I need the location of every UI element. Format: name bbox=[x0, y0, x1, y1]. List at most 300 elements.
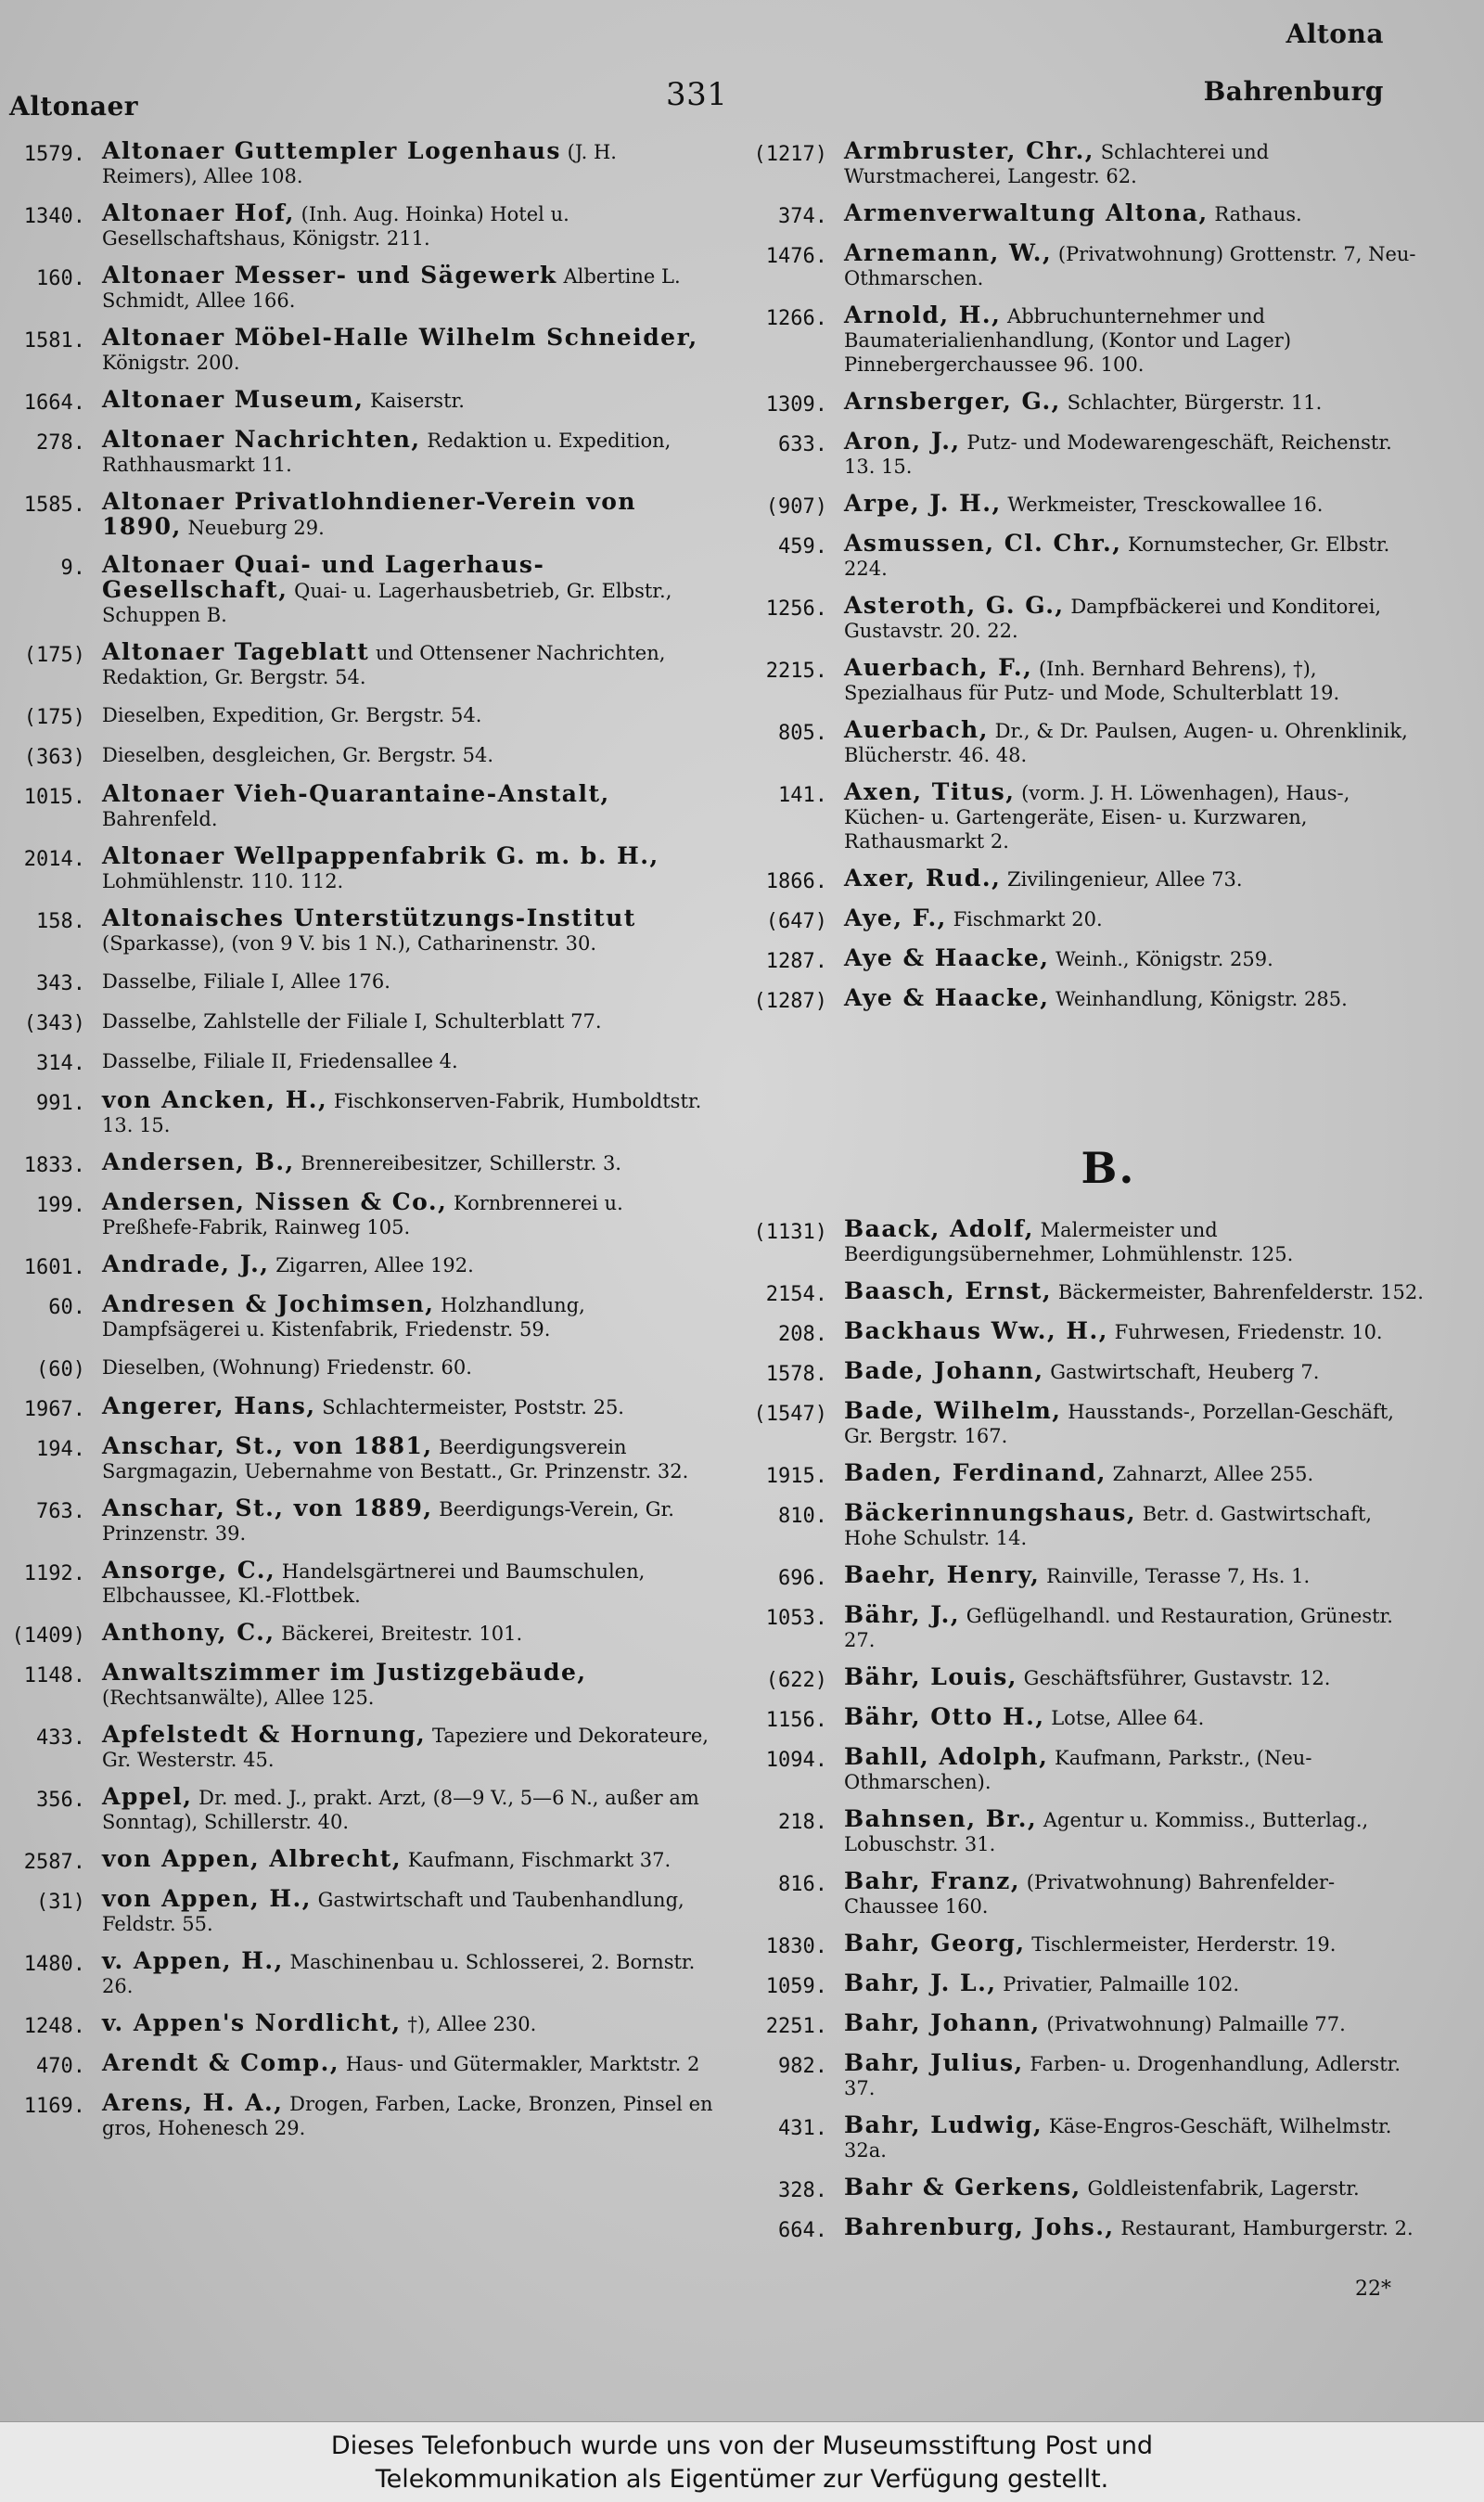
entry-text bbox=[85, 263, 714, 313]
directory-entry bbox=[723, 2175, 1428, 2202]
entry-name: v. Appen, H., bbox=[102, 1947, 284, 1974]
entry-details: Dieselben, desgleichen, Gr. Bergstr. 54. bbox=[102, 744, 494, 766]
entry-details: Holzhandlung, Dampfsägerei u. Kistenfabrik, Friedenstr. 59. bbox=[102, 1294, 585, 1341]
entry-number: 218. bbox=[778, 1811, 827, 1834]
entry-details: Gastwirtschaft und Taubenhandlung, Feldstr. 55. bbox=[102, 1889, 684, 1935]
directory-entry bbox=[0, 1008, 714, 1035]
entry-name: Bahr, Franz, bbox=[844, 1867, 1021, 1894]
footer-notice bbox=[0, 2421, 1484, 2502]
entry-name: Anthony, C., bbox=[102, 1619, 275, 1646]
entry-name: Apfelstedt & Hornung, bbox=[102, 1721, 427, 1748]
entry-text bbox=[85, 388, 714, 413]
right-column-b-entries bbox=[723, 1217, 1428, 2242]
entry-number: 1309. bbox=[765, 393, 827, 417]
entry-number: 356. bbox=[36, 1789, 85, 1812]
entry-number: 194. bbox=[36, 1438, 85, 1461]
entry-number: 1287. bbox=[765, 950, 827, 973]
entry-details: (vorm. J. H. Löwenhagen), Haus-, Küchen- u. Gartengeräte, Eisen- u. Kurzwaren, Rathausmarkt 2. bbox=[844, 782, 1350, 853]
entry-number: (647) bbox=[765, 910, 827, 933]
header-right-bottom: Bahrenburg bbox=[1203, 76, 1384, 107]
directory-entry bbox=[0, 1723, 714, 1772]
directory-entry bbox=[0, 139, 714, 188]
entry-details: Privatier, Palmaille 102. bbox=[1003, 1973, 1240, 1995]
entry-text bbox=[827, 390, 1428, 415]
entry-number: 1967. bbox=[23, 1398, 85, 1421]
entry-text bbox=[85, 1048, 714, 1073]
entry-name: Ansorge, C., bbox=[102, 1557, 276, 1584]
entry-number: 1578. bbox=[765, 1363, 827, 1386]
entry-number: 2215. bbox=[765, 660, 827, 683]
entry-details: Drogen, Farben, Lacke, Bronzen, Pinsel en gros, Hohenesch 29. bbox=[102, 2093, 713, 2139]
entry-text bbox=[827, 1603, 1428, 1652]
entry-details: Maschinenbau u. Schlosserei, 2. Bornstr. 26. bbox=[102, 1951, 696, 1997]
directory-entry bbox=[723, 780, 1428, 853]
entry-name: Bahr, J. L., bbox=[844, 1970, 997, 1996]
entry-name: Altonaer Messer- und Sägewerk bbox=[102, 262, 557, 289]
entry-name: Auerbach, bbox=[844, 716, 989, 743]
entry-text bbox=[827, 1319, 1428, 1344]
directory-entry bbox=[0, 1394, 714, 1421]
entry-number: 1601. bbox=[23, 1256, 85, 1279]
footer-line-1: Dieses Telefonbuch wurde uns von der Museumsstiftung Post und bbox=[330, 2431, 1154, 2460]
entry-details: Quai- u. Lagerhausbetrieb, Gr. Elbstr., Schuppen B. bbox=[102, 580, 672, 626]
entry-text bbox=[85, 844, 714, 893]
entry-text bbox=[827, 1665, 1428, 1690]
page-number: 331 bbox=[666, 76, 728, 113]
entry-details: Zigarren, Allee 192. bbox=[275, 1254, 474, 1277]
entry-text bbox=[827, 2113, 1428, 2162]
directory-entry bbox=[0, 490, 714, 540]
entry-text bbox=[827, 139, 1428, 188]
directory-entry bbox=[723, 532, 1428, 581]
entry-number: 328. bbox=[778, 2179, 827, 2202]
entry-name: Altonaer Museum, bbox=[102, 386, 365, 413]
entry-text bbox=[827, 1971, 1428, 1996]
entry-number: (175) bbox=[23, 706, 85, 729]
entry-number: 1015. bbox=[23, 786, 85, 809]
footer-line-2: Telekommunikation als Eigentümer zur Verfügung gestellt. bbox=[375, 2465, 1109, 2494]
entry-number: 2251. bbox=[765, 2015, 827, 2038]
entry-number: (60) bbox=[36, 1358, 85, 1381]
entry-name: Altonaer Guttempler Logenhaus bbox=[102, 137, 561, 164]
entry-details: Goldleistenfabrik, Lagerstr. bbox=[1087, 2177, 1360, 2200]
entry-name: Baack, Adolf, bbox=[844, 1215, 1034, 1242]
directory-entry bbox=[723, 2011, 1428, 2038]
directory-entry bbox=[0, 326, 714, 375]
entry-details: (Privatwohnung) Grottenstr. 7, Neu-Othmarschen. bbox=[844, 243, 1416, 289]
entry-details: Hausstands-, Porzellan-Geschäft, Gr. Bergstr. 167. bbox=[844, 1401, 1394, 1447]
entry-text bbox=[85, 1150, 714, 1175]
entry-number: 60. bbox=[48, 1296, 85, 1319]
entry-details: †), Allee 230. bbox=[407, 2013, 537, 2035]
directory-entry bbox=[0, 428, 714, 477]
directory-entry bbox=[0, 1434, 714, 1483]
entry-number: 160. bbox=[36, 267, 85, 290]
entry-number: 1476. bbox=[765, 245, 827, 268]
entry-name: Auerbach, F., bbox=[844, 654, 1033, 681]
entry-number: 2014. bbox=[23, 848, 85, 871]
directory-entry bbox=[0, 1292, 714, 1341]
entry-number: 1094. bbox=[765, 1749, 827, 1772]
entry-details: Geflügelhandl. und Restauration, Grünestr. 27. bbox=[844, 1605, 1393, 1651]
entry-details: Abbruchunternehmer und Baumaterialienhandlung, (Kontor und Lager) Pinnebergerchaussee 96. 100. bbox=[844, 305, 1292, 376]
entry-number: 1579. bbox=[23, 143, 85, 166]
entry-text bbox=[827, 2011, 1428, 2036]
entry-text bbox=[827, 201, 1428, 226]
directory-entry bbox=[0, 1887, 714, 1936]
entry-details: Kaiserstr. bbox=[370, 390, 465, 412]
entry-number: 696. bbox=[778, 1567, 827, 1590]
entry-details: Käse-Engros-Geschäft, Wilhelmstr. 32a. bbox=[844, 2115, 1392, 2162]
directory-entry bbox=[723, 1971, 1428, 1998]
directory-entry bbox=[0, 1150, 714, 1177]
entry-details: Malermeister und Beerdigungsübernehmer, Lohmühlenstr. 125. bbox=[844, 1219, 1294, 1265]
entry-details: Weinh., Königstr. 259. bbox=[1055, 948, 1273, 970]
entry-details: Dr., & Dr. Paulsen, Augen- u. Ohrenklinik, Blücherstr. 46. 48. bbox=[844, 720, 1408, 766]
entry-details: Bäckerei, Breitestr. 101. bbox=[281, 1623, 523, 1645]
entry-name: Arendt & Comp., bbox=[102, 2049, 340, 2076]
entry-number: 982. bbox=[778, 2055, 827, 2078]
entry-name: Andersen, B., bbox=[102, 1148, 295, 1175]
entry-number: 208. bbox=[778, 1323, 827, 1346]
entry-number: 470. bbox=[36, 2055, 85, 2078]
entry-details: Bahrenfeld. bbox=[102, 808, 218, 830]
directory-entry bbox=[0, 1559, 714, 1608]
entry-text bbox=[85, 553, 714, 627]
directory-entry bbox=[0, 1496, 714, 1546]
entry-number: 2587. bbox=[23, 1851, 85, 1874]
entry-text bbox=[85, 640, 714, 689]
entry-text bbox=[85, 1559, 714, 1608]
entry-details: Gastwirtschaft, Heuberg 7. bbox=[1050, 1361, 1320, 1383]
directory-entry bbox=[723, 492, 1428, 519]
entry-name: Anschar, St., von 1889, bbox=[102, 1495, 433, 1521]
entry-name: Bahnsen, Br., bbox=[844, 1805, 1038, 1832]
entry-number: 1340. bbox=[23, 205, 85, 228]
entry-name: Aye, F., bbox=[844, 905, 947, 931]
entry-details: Rathaus. bbox=[1214, 203, 1302, 225]
entry-name: Arnold, H., bbox=[844, 302, 1002, 328]
entry-name: Arnsberger, G., bbox=[844, 388, 1061, 415]
entry-details: Königstr. 200. bbox=[102, 352, 240, 374]
entry-name: von Ancken, H., bbox=[102, 1086, 328, 1113]
entry-text bbox=[85, 2051, 714, 2076]
entry-details: (Sparkasse), (von 9 V. bis 1 N.), Catharinenstr. 30. bbox=[102, 932, 597, 955]
entry-text bbox=[827, 718, 1428, 767]
entry-number: 1156. bbox=[765, 1709, 827, 1732]
entry-name: Andrade, J., bbox=[102, 1251, 270, 1277]
entry-details: Werkmeister, Tresckowallee 16. bbox=[1007, 494, 1324, 516]
entry-text bbox=[827, 241, 1428, 290]
entry-number: (175) bbox=[23, 644, 85, 667]
directory-entry bbox=[0, 2011, 714, 2038]
entry-number: 9. bbox=[60, 557, 85, 580]
entry-details: Brennereibesitzer, Schillerstr. 3. bbox=[301, 1152, 621, 1174]
entry-text bbox=[827, 1501, 1428, 1550]
entry-number: 1866. bbox=[765, 870, 827, 893]
entry-name: von Appen, H., bbox=[102, 1885, 312, 1912]
entry-details: (J. H. Reimers), Allee 108. bbox=[102, 141, 617, 187]
entry-number: 1915. bbox=[765, 1465, 827, 1488]
entry-details: und Ottensener Nachrichten, Redaktion, Gr. Bergstr. 54. bbox=[102, 642, 666, 688]
directory-entry bbox=[723, 1705, 1428, 1732]
directory-entry bbox=[723, 986, 1428, 1013]
entry-text bbox=[827, 1461, 1428, 1486]
entry-name: Aye & Haacke, bbox=[844, 944, 1050, 971]
entry-details: Tischlermeister, Herderstr. 19. bbox=[1031, 1933, 1337, 1956]
entry-number: (1547) bbox=[753, 1403, 827, 1426]
entry-text bbox=[827, 906, 1428, 931]
entry-text bbox=[85, 2091, 714, 2140]
entry-details: Albertine L. Schmidt, Allee 166. bbox=[102, 265, 681, 312]
directory-entry bbox=[723, 390, 1428, 417]
directory-entry bbox=[723, 1399, 1428, 1448]
entry-name: Armbruster, Chr., bbox=[844, 137, 1094, 164]
entry-text bbox=[85, 2011, 714, 2036]
entry-number: 810. bbox=[778, 1505, 827, 1528]
entry-number: 1192. bbox=[23, 1562, 85, 1585]
right-column bbox=[723, 139, 1428, 2255]
entry-number: 1248. bbox=[23, 2015, 85, 2038]
entry-details: Farben- u. Drogenhandlung, Adlerstr. 37. bbox=[844, 2053, 1401, 2099]
directory-entry bbox=[723, 946, 1428, 973]
entry-name: Bahrenburg, Johs., bbox=[844, 2213, 1115, 2240]
entry-number: (1409) bbox=[11, 1624, 85, 1648]
entry-name: Angerer, Hans, bbox=[102, 1392, 316, 1419]
entry-number: 805. bbox=[778, 722, 827, 745]
entry-name: Bahr & Gerkens, bbox=[844, 2174, 1081, 2200]
entry-name: Bähr, J., bbox=[844, 1601, 961, 1628]
entry-details: Dr. med. J., prakt. Arzt, (8—9 V., 5—6 N., außer am Sonntag), Schillerstr. 40. bbox=[102, 1787, 699, 1833]
entry-name: Altonaer Quai- und Lagerhaus-Gesellschaft, bbox=[102, 551, 545, 603]
entry-name: Backhaus Ww., H., bbox=[844, 1317, 1108, 1344]
directory-entry bbox=[0, 844, 714, 893]
directory-entry bbox=[0, 201, 714, 250]
entry-number: (1217) bbox=[753, 143, 827, 166]
directory-entry bbox=[723, 1563, 1428, 1590]
entry-text bbox=[85, 1088, 714, 1137]
entry-text bbox=[827, 986, 1428, 1011]
directory-entry bbox=[0, 263, 714, 313]
directory-entry bbox=[723, 2051, 1428, 2100]
entry-text bbox=[85, 326, 714, 375]
entry-name: Altonaer Hof, bbox=[102, 199, 295, 226]
entry-text bbox=[827, 946, 1428, 971]
entry-text bbox=[85, 1252, 714, 1277]
entry-number: 141. bbox=[778, 784, 827, 807]
entry-text bbox=[827, 1279, 1428, 1304]
directory-entry bbox=[0, 1785, 714, 1834]
entry-text bbox=[827, 2215, 1428, 2240]
entry-name: Anwaltszimmer im Justizgebäude, bbox=[102, 1659, 587, 1686]
entry-name: Baden, Ferdinand, bbox=[844, 1459, 1107, 1486]
entry-details: Haus- und Gütermakler, Marktstr. 2 bbox=[345, 2053, 700, 2075]
entry-name: Asteroth, G. G., bbox=[844, 592, 1065, 619]
entry-text bbox=[85, 1661, 714, 1710]
directory-entry bbox=[0, 1621, 714, 1648]
entry-text bbox=[85, 1887, 714, 1936]
entry-details: Tapeziere und Dekorateure, Gr. Westerstr. 45. bbox=[102, 1725, 709, 1771]
entry-text bbox=[85, 1847, 714, 1872]
entry-details: Neueburg 29. bbox=[187, 517, 325, 539]
entry-text bbox=[827, 1217, 1428, 1266]
entry-name: Andresen & Jochimsen, bbox=[102, 1290, 435, 1317]
entry-text bbox=[85, 201, 714, 250]
entry-details: Handelsgärtnerei und Baumschulen, Elbchaussee, Kl.-Flottbek. bbox=[102, 1560, 646, 1607]
directory-entry bbox=[723, 656, 1428, 705]
entry-name: Axen, Titus, bbox=[844, 778, 1016, 805]
entry-name: Baasch, Ernst, bbox=[844, 1277, 1053, 1304]
entry-name: Bade, Johann, bbox=[844, 1357, 1044, 1384]
entry-details: Beerdigungs-Verein, Gr. Prinzenstr. 39. bbox=[102, 1498, 674, 1545]
entry-details: Kaufmann, Fischmarkt 37. bbox=[407, 1849, 672, 1871]
entry-details: (Inh. Bernhard Behrens), †), Spezialhaus für Putz- und Mode, Schulterblatt 19. bbox=[844, 658, 1340, 704]
entry-number: 1581. bbox=[23, 329, 85, 353]
entry-details: Lohmühlenstr. 110. 112. bbox=[102, 870, 344, 892]
entry-text bbox=[827, 1359, 1428, 1384]
entry-details: Schlachtermeister, Poststr. 25. bbox=[322, 1396, 624, 1418]
entry-details: Fuhrwesen, Friedenstr. 10. bbox=[1114, 1321, 1383, 1343]
entry-number: 1833. bbox=[23, 1154, 85, 1177]
entry-text bbox=[827, 1807, 1428, 1856]
entry-name: Bäckerinnungshaus, bbox=[844, 1499, 1137, 1526]
directory-entry bbox=[723, 201, 1428, 228]
entry-details: (Privatwohnung) Palmaille 77. bbox=[1046, 2013, 1346, 2035]
entry-details: Geschäftsführer, Gustavstr. 12. bbox=[1023, 1667, 1331, 1689]
entry-name: Arpe, J. H., bbox=[844, 490, 1002, 517]
entry-name: Aron, J., bbox=[844, 428, 961, 455]
entry-name: Bahr, Johann, bbox=[844, 2009, 1041, 2036]
entry-name: Altonaer Privatlohndiener-Verein von 1890, bbox=[102, 488, 637, 540]
directory-entry bbox=[0, 1190, 714, 1239]
directory-entry bbox=[0, 702, 714, 729]
directory-entry bbox=[0, 1847, 714, 1874]
header-right-top: Altona bbox=[1286, 19, 1384, 49]
entry-text bbox=[827, 780, 1428, 853]
entry-text bbox=[827, 2051, 1428, 2100]
entry-details: Dieselben, (Wohnung) Friedenstr. 60. bbox=[102, 1356, 472, 1379]
directory-entry bbox=[0, 1048, 714, 1075]
directory-entry bbox=[0, 782, 714, 831]
entry-text bbox=[85, 1949, 714, 1998]
entry-name: Appel, bbox=[102, 1783, 193, 1810]
entry-name: Altonaer Nachrichten, bbox=[102, 426, 421, 453]
directory-entry bbox=[723, 241, 1428, 290]
entry-details: Zahnarzt, Allee 255. bbox=[1112, 1463, 1314, 1485]
entry-name: Aye & Haacke, bbox=[844, 984, 1050, 1011]
directory-entry bbox=[723, 1461, 1428, 1488]
entry-name: Altonaer Tageblatt bbox=[102, 638, 370, 665]
entry-name: v. Appen's Nordlicht, bbox=[102, 2009, 402, 2036]
entry-text bbox=[85, 1723, 714, 1772]
entry-text bbox=[85, 1785, 714, 1834]
directory-entry bbox=[0, 969, 714, 995]
entry-text bbox=[85, 1190, 714, 1239]
directory-entry bbox=[723, 1603, 1428, 1652]
directory-entry bbox=[723, 1359, 1428, 1386]
entry-text bbox=[85, 702, 714, 727]
entry-details: Kornbrennerei u. Preßhefe-Fabrik, Rainweg 105. bbox=[102, 1192, 623, 1238]
page-mark: 22* bbox=[1355, 2277, 1391, 2301]
entry-number: 664. bbox=[778, 2219, 827, 2242]
entry-details: Kornumstecher, Gr. Elbstr. 224. bbox=[844, 533, 1390, 580]
directory-entry bbox=[723, 1745, 1428, 1794]
entry-number: 1148. bbox=[23, 1664, 85, 1687]
entry-number: 1059. bbox=[765, 1975, 827, 1998]
entry-number: (622) bbox=[765, 1669, 827, 1692]
entry-text bbox=[827, 866, 1428, 892]
entry-name: Bahr, Julius, bbox=[844, 2049, 1024, 2076]
entry-details: Schlachter, Bürgerstr. 11. bbox=[1067, 391, 1323, 414]
entry-number: 816. bbox=[778, 1873, 827, 1896]
entry-name: Bähr, Otto H., bbox=[844, 1703, 1045, 1730]
entry-text bbox=[827, 1399, 1428, 1448]
entry-text bbox=[827, 594, 1428, 643]
entry-details: Lotse, Allee 64. bbox=[1051, 1707, 1205, 1729]
entry-number: (363) bbox=[23, 746, 85, 769]
entry-text bbox=[827, 1931, 1428, 1957]
entry-text bbox=[85, 1394, 714, 1419]
entry-text bbox=[827, 1563, 1428, 1588]
entry-number: (1131) bbox=[753, 1221, 827, 1244]
entry-name: von Appen, Albrecht, bbox=[102, 1845, 403, 1872]
entry-details: (Rechtsanwälte), Allee 125. bbox=[102, 1687, 375, 1709]
entry-details: Putz- und Modewarengeschäft, Reichenstr. 13. 15. bbox=[844, 431, 1392, 478]
entry-number: 1266. bbox=[765, 307, 827, 330]
directory-entry bbox=[723, 906, 1428, 933]
directory-entry bbox=[0, 2051, 714, 2078]
entry-number: 1585. bbox=[23, 494, 85, 517]
entry-name: Andersen, Nissen & Co., bbox=[102, 1188, 448, 1215]
entry-details: Zivilingenieur, Allee 73. bbox=[1007, 868, 1243, 891]
entry-name: Armenverwaltung Altona, bbox=[844, 199, 1209, 226]
entry-text bbox=[85, 1496, 714, 1546]
entry-name: Asmussen, Cl. Chr., bbox=[844, 530, 1122, 557]
entry-number: 199. bbox=[36, 1194, 85, 1217]
entry-details: Beerdigungsverein Sargmagazin, Uebernahme von Bestatt., Gr. Prinzenstr. 32. bbox=[102, 1436, 689, 1482]
directory-entry bbox=[723, 2113, 1428, 2162]
entry-text bbox=[827, 1745, 1428, 1794]
entry-number: 314. bbox=[36, 1052, 85, 1075]
entry-text bbox=[827, 430, 1428, 479]
entry-details: Fischmarkt 20. bbox=[953, 908, 1103, 930]
entry-name: Baehr, Henry, bbox=[844, 1561, 1041, 1588]
entry-details: (Inh. Aug. Hoinka) Hotel u. Gesellschaftshaus, Königstr. 211. bbox=[102, 203, 569, 250]
entry-text bbox=[85, 1008, 714, 1033]
directory-entry bbox=[723, 2215, 1428, 2242]
entry-number: 1053. bbox=[765, 1607, 827, 1630]
entry-number: 633. bbox=[778, 433, 827, 456]
section-letter: B. bbox=[1081, 1143, 1136, 1193]
entry-number: 1169. bbox=[23, 2095, 85, 2118]
entry-number: (1287) bbox=[753, 990, 827, 1013]
entry-name: Altonaer Wellpappenfabrik G. m. b. H., bbox=[102, 842, 659, 869]
directory-entry bbox=[0, 1088, 714, 1137]
directory-entry bbox=[723, 139, 1428, 188]
entry-number: 433. bbox=[36, 1726, 85, 1750]
entry-name: Bade, Wilhelm, bbox=[844, 1397, 1062, 1424]
entry-name: Axer, Rud., bbox=[844, 865, 1002, 892]
entry-name: Anschar, St., von 1881, bbox=[102, 1432, 433, 1459]
entry-name: Bahll, Adolph, bbox=[844, 1743, 1049, 1770]
entry-number: (907) bbox=[765, 495, 827, 519]
header-left: Altonaer bbox=[9, 91, 139, 122]
entry-name: Arnemann, W., bbox=[844, 239, 1053, 266]
entry-name: Altonaisches Unterstützungs-Institut bbox=[102, 905, 636, 931]
entry-name: Bähr, Louis, bbox=[844, 1663, 1017, 1690]
entry-text bbox=[85, 969, 714, 994]
left-column bbox=[0, 139, 714, 2153]
